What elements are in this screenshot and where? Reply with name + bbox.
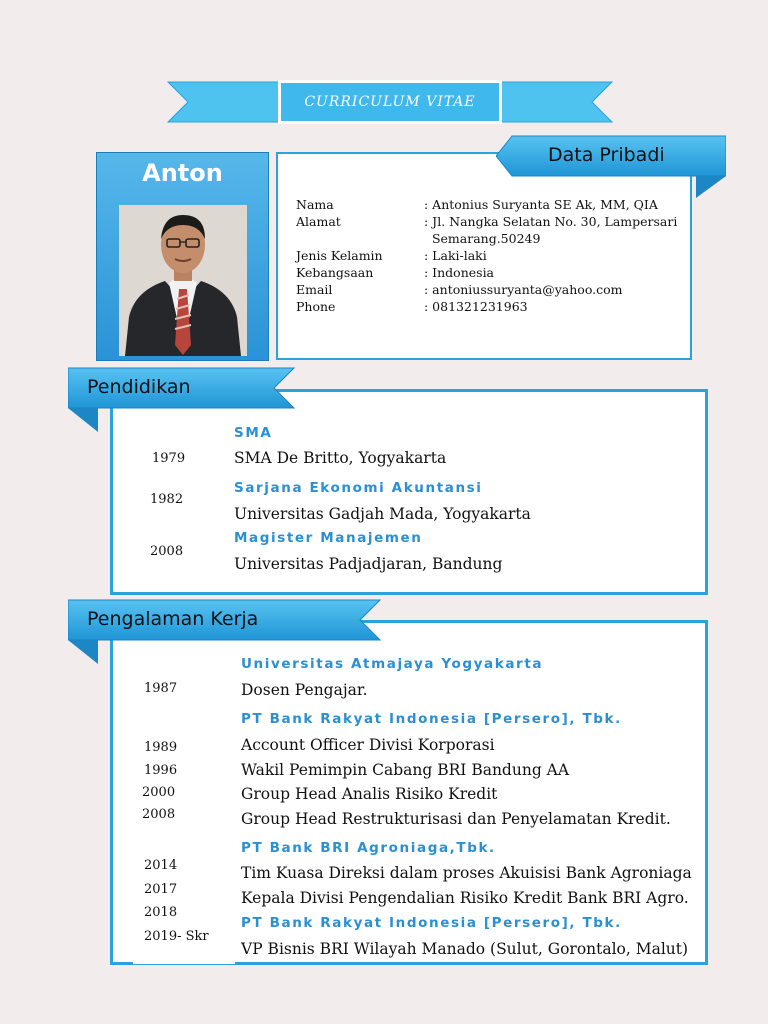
field-label-nama: Nama: [296, 197, 334, 212]
field-value-alamat-line2: Semarang.50249: [424, 231, 541, 246]
company-heading: PT Bank Rakyat Indonesia [Persero], Tbk.: [241, 915, 622, 931]
work-year: 2014: [144, 858, 178, 873]
education-degree: Magister Manajemen: [234, 530, 423, 546]
field-value-email: : antoniussuryanta@yahoo.com: [424, 282, 623, 297]
education-year: 2008: [150, 544, 184, 559]
work-role: Dosen Pengajar.: [241, 681, 368, 699]
field-value-alamat: : Jl. Nangka Selatan No. 30, Lampersari: [424, 214, 678, 229]
field-label-phone: Phone: [296, 299, 336, 314]
work-year: 2018: [144, 905, 178, 920]
work-role: Account Officer Divisi Korporasi: [241, 736, 495, 754]
personal-data-ribbon: [496, 134, 726, 200]
field-value-jenis-kelamin: : Laki-laki: [424, 248, 487, 263]
work-role: Wakil Pemimpin Cabang BRI Bandung AA: [241, 761, 570, 779]
work-year: 2008: [142, 807, 176, 822]
cv-banner: [160, 76, 620, 128]
work-year: 2017: [144, 882, 178, 897]
field-label-email: Email: [296, 282, 333, 297]
work-year: 1987: [144, 681, 178, 696]
work-year: 2019- Skr: [144, 929, 209, 944]
education-school: SMA De Britto, Yogyakarta: [234, 449, 447, 467]
work-experience-heading: Pengalaman Kerja: [87, 608, 259, 630]
company-heading: PT Bank BRI Agroniaga,Tbk.: [241, 840, 496, 856]
profile-name: Anton: [142, 159, 223, 187]
education-degree: Sarjana Ekonomi Akuntansi: [234, 480, 483, 496]
education-heading: Pendidikan: [87, 376, 191, 398]
company-heading: PT Bank Rakyat Indonesia [Persero], Tbk.: [241, 711, 622, 727]
education-school: Universitas Padjadjaran, Bandung: [234, 555, 503, 573]
work-year: 1989: [144, 740, 178, 755]
education-year: 1979: [152, 451, 186, 466]
work-role: Tim Kuasa Direksi dalam proses Akuisisi Bank Agroniaga: [241, 864, 692, 882]
field-value-nama: : Antonius Suryanta SE Ak, MM, QIA: [424, 197, 658, 212]
work-role: Kepala Divisi Pengendalian Risiko Kredit Bank BRI Agro.: [241, 889, 689, 907]
education-degree: SMA: [234, 425, 273, 441]
field-label-jenis-kelamin: Jenis Kelamin: [296, 248, 383, 263]
profile-photo: [119, 205, 247, 356]
field-label-alamat: Alamat: [296, 214, 341, 229]
cv-title: CURRICULUM VITAE: [304, 94, 476, 110]
education-school: Universitas Gadjah Mada, Yogyakarta: [234, 505, 531, 523]
work-year: 1996: [144, 763, 178, 778]
field-value-kebangsaan: : Indonesia: [424, 265, 495, 280]
work-role: Group Head Restrukturisasi dan Penyelamatan Kredit.: [241, 810, 671, 828]
company-heading: Universitas Atmajaya Yogyakarta: [241, 656, 544, 672]
profile-card: [96, 152, 269, 361]
work-year: 2000: [142, 785, 176, 800]
education-year: 1982: [150, 492, 184, 507]
field-label-kebangsaan: Kebangsaan: [296, 265, 374, 280]
work-role: VP Bisnis BRI Wilayah Manado (Sulut, Gorontalo, Malut): [241, 940, 689, 958]
personal-data-heading: Data Pribadi: [548, 144, 665, 166]
education-ribbon: [68, 366, 296, 434]
field-value-phone: : 081321231963: [424, 299, 528, 314]
work-role: Group Head Analis Risiko Kredit: [241, 785, 498, 803]
